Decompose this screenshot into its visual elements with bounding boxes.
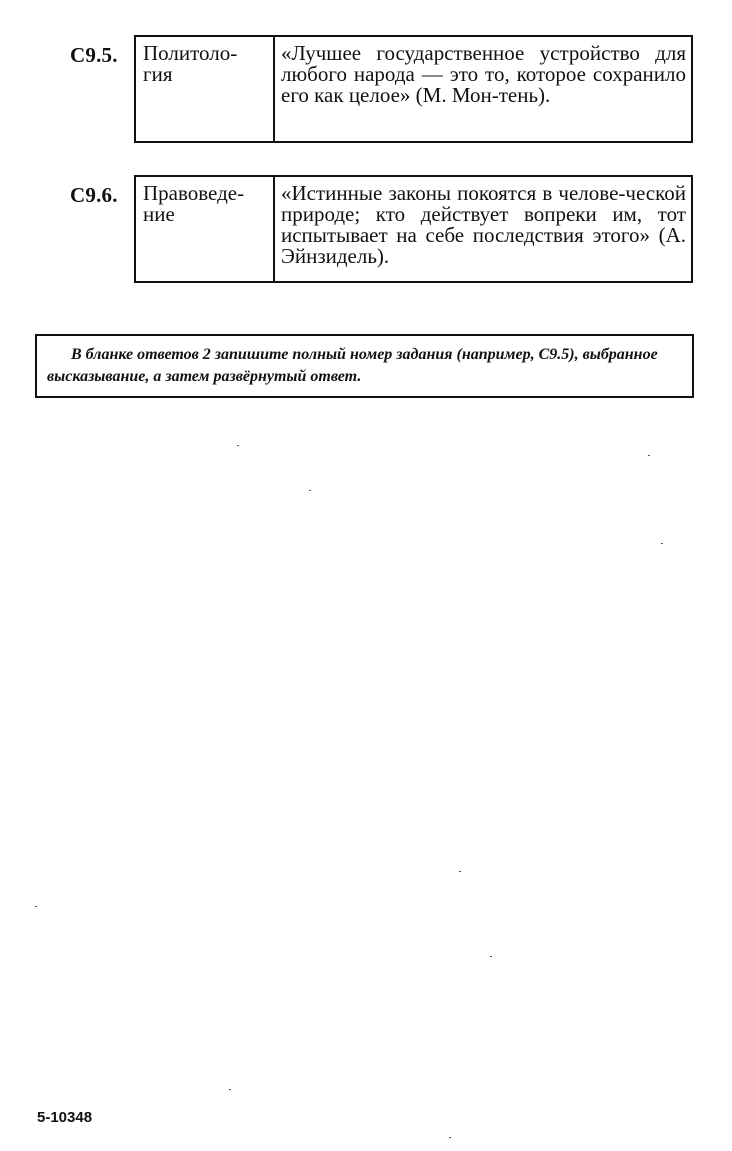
scan-speck (449, 1137, 451, 1138)
task-quote: «Истинные законы покоятся в челове-ческой природе; кто действует вопреки им, тот испытывает на себе последствия этого» (А. Эйнзидель). (281, 181, 686, 268)
answer-instruction-box: В бланке ответов 2 запишите полный номер задания (например, С9.5), выбранное высказывание, а затем развёрнутый ответ. (35, 334, 694, 398)
scan-speck (648, 455, 650, 456)
scan-speck (661, 543, 663, 544)
scan-speck (490, 956, 492, 957)
task-number: С9.5. (70, 43, 118, 67)
scan-speck (229, 1089, 231, 1090)
task-number: С9.6. (70, 183, 118, 207)
scan-speck (237, 445, 239, 446)
task-subject: Правоведе- ние (136, 177, 275, 281)
scan-speck (35, 906, 37, 907)
scan-speck (309, 490, 311, 491)
scan-speck (459, 871, 461, 872)
task-subject: Политоло- гия (136, 37, 275, 141)
task-table (134, 35, 693, 143)
task-quote: «Лучшее государственное устройство для любого народа — это то, которое сохранило его как целое» (М. Мон-тень). (281, 41, 686, 107)
footer-code: 5-10348 (37, 1109, 93, 1126)
task-table (134, 175, 693, 283)
